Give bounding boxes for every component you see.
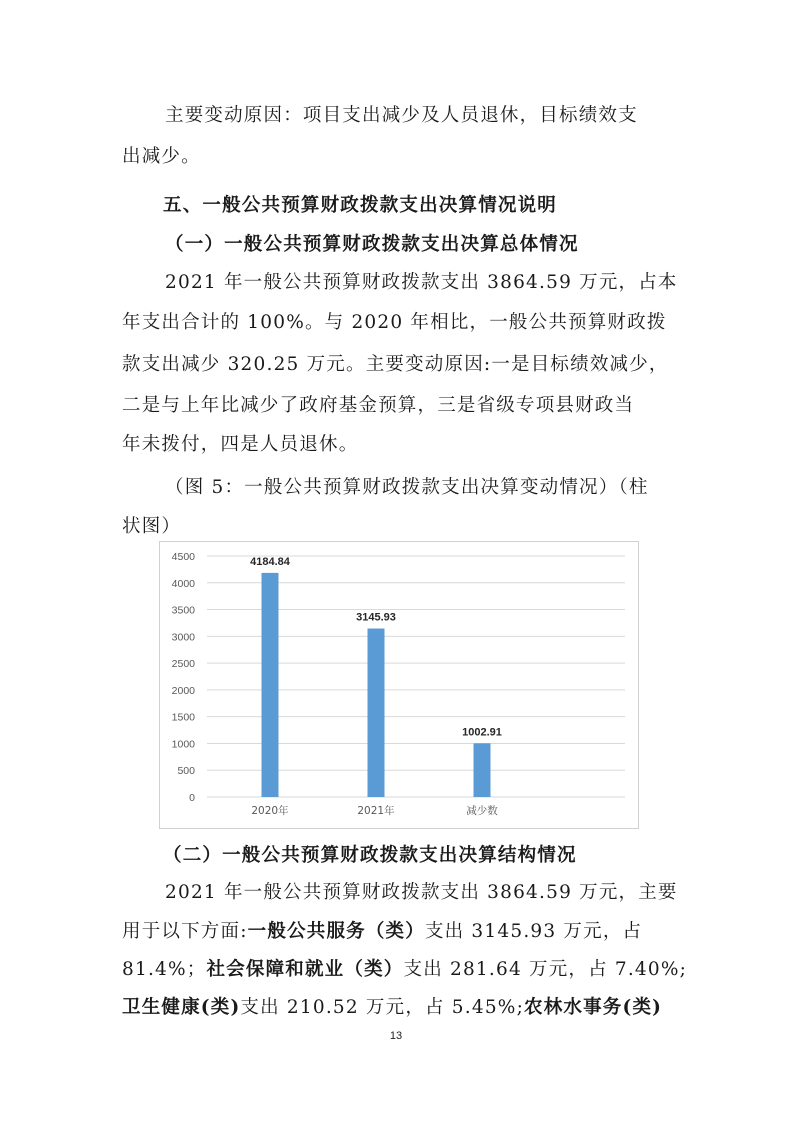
category-name: 卫生健康(类) — [122, 997, 241, 1018]
section-heading: 五、一般公共预算财政拨款支出决算情况说明 — [163, 195, 558, 216]
y-tick-label: 2000 — [171, 684, 195, 697]
x-tick-label: 2020年 — [251, 805, 289, 817]
subsection-heading: （一）一般公共预算财政拨款支出决算总体情况 — [165, 234, 579, 255]
paragraph-line: 年未拨付，四是人员退休。 — [122, 434, 359, 455]
paragraph-line — [122, 920, 642, 944]
y-tick-label: 3500 — [171, 604, 195, 617]
x-tick-label: 2021年 — [357, 805, 395, 817]
y-tick-label: 0 — [189, 792, 195, 804]
bar — [262, 573, 279, 797]
text-run: 支出 210.52 万元，占 5.45%; — [240, 997, 524, 1018]
y-tick-label: 2500 — [171, 658, 195, 671]
y-tick-label: 4000 — [171, 577, 195, 590]
paragraph-line — [122, 958, 687, 982]
paragraph-line: 主要变动原因：项目支出减少及人员退休，目标绩效支 — [165, 105, 638, 126]
text-run: 支出 281.64 万元，占 7.40%; — [403, 959, 688, 980]
category-name: 一般公共服务（类） — [247, 921, 425, 942]
page-number: 13 — [389, 1030, 403, 1042]
paragraph-line: 2021 年一般公共预算财政拨款支出 3864.59 万元，占本 — [165, 272, 678, 293]
paragraph-line: 出减少。 — [122, 146, 201, 167]
text-run: 81.4%； — [122, 959, 207, 980]
bar — [368, 629, 385, 797]
y-tick-label: 1000 — [171, 738, 195, 751]
data-label: 3145.93 — [356, 611, 396, 624]
paragraph-line: 款支出减少 320.25 万元。主要变动原因:一是目标绩效减少， — [122, 354, 669, 375]
subsection-heading: （二）一般公共预算财政拨款支出决算结构情况 — [163, 845, 577, 866]
y-tick-label: 500 — [177, 765, 195, 778]
data-label: 1002.91 — [462, 726, 502, 739]
bar — [474, 743, 491, 797]
figure-caption: 状图） — [122, 516, 182, 537]
paragraph-line: 2021 年一般公共预算财政拨款支出 3864.59 万元，主要 — [165, 882, 678, 903]
y-tick-label: 3000 — [171, 631, 195, 644]
data-label: 4184.84 — [250, 555, 290, 568]
bar-chart — [159, 541, 639, 829]
figure-caption: （图 5：一般公共预算财政拨款支出决算变动情况）（柱 — [165, 477, 649, 498]
text-run: 用于以下方面: — [122, 921, 248, 942]
category-name: 社会保障和就业（类） — [206, 959, 404, 980]
text-run: 支出 3145.93 万元，占 — [424, 921, 643, 942]
paragraph-line — [122, 996, 662, 1020]
x-tick-label: 减少数 — [466, 805, 498, 817]
y-tick-label: 1500 — [171, 711, 195, 724]
y-tick-label: 4500 — [171, 551, 195, 563]
category-name: 农林水事务(类) — [524, 997, 663, 1018]
chart-border — [160, 542, 639, 829]
paragraph-line: 二是与上年比减少了政府基金预算，三是省级专项县财政当 — [122, 395, 635, 416]
paragraph-line: 年支出合计的 100%。与 2020 年相比，一般公共预算财政拨 — [122, 312, 667, 333]
